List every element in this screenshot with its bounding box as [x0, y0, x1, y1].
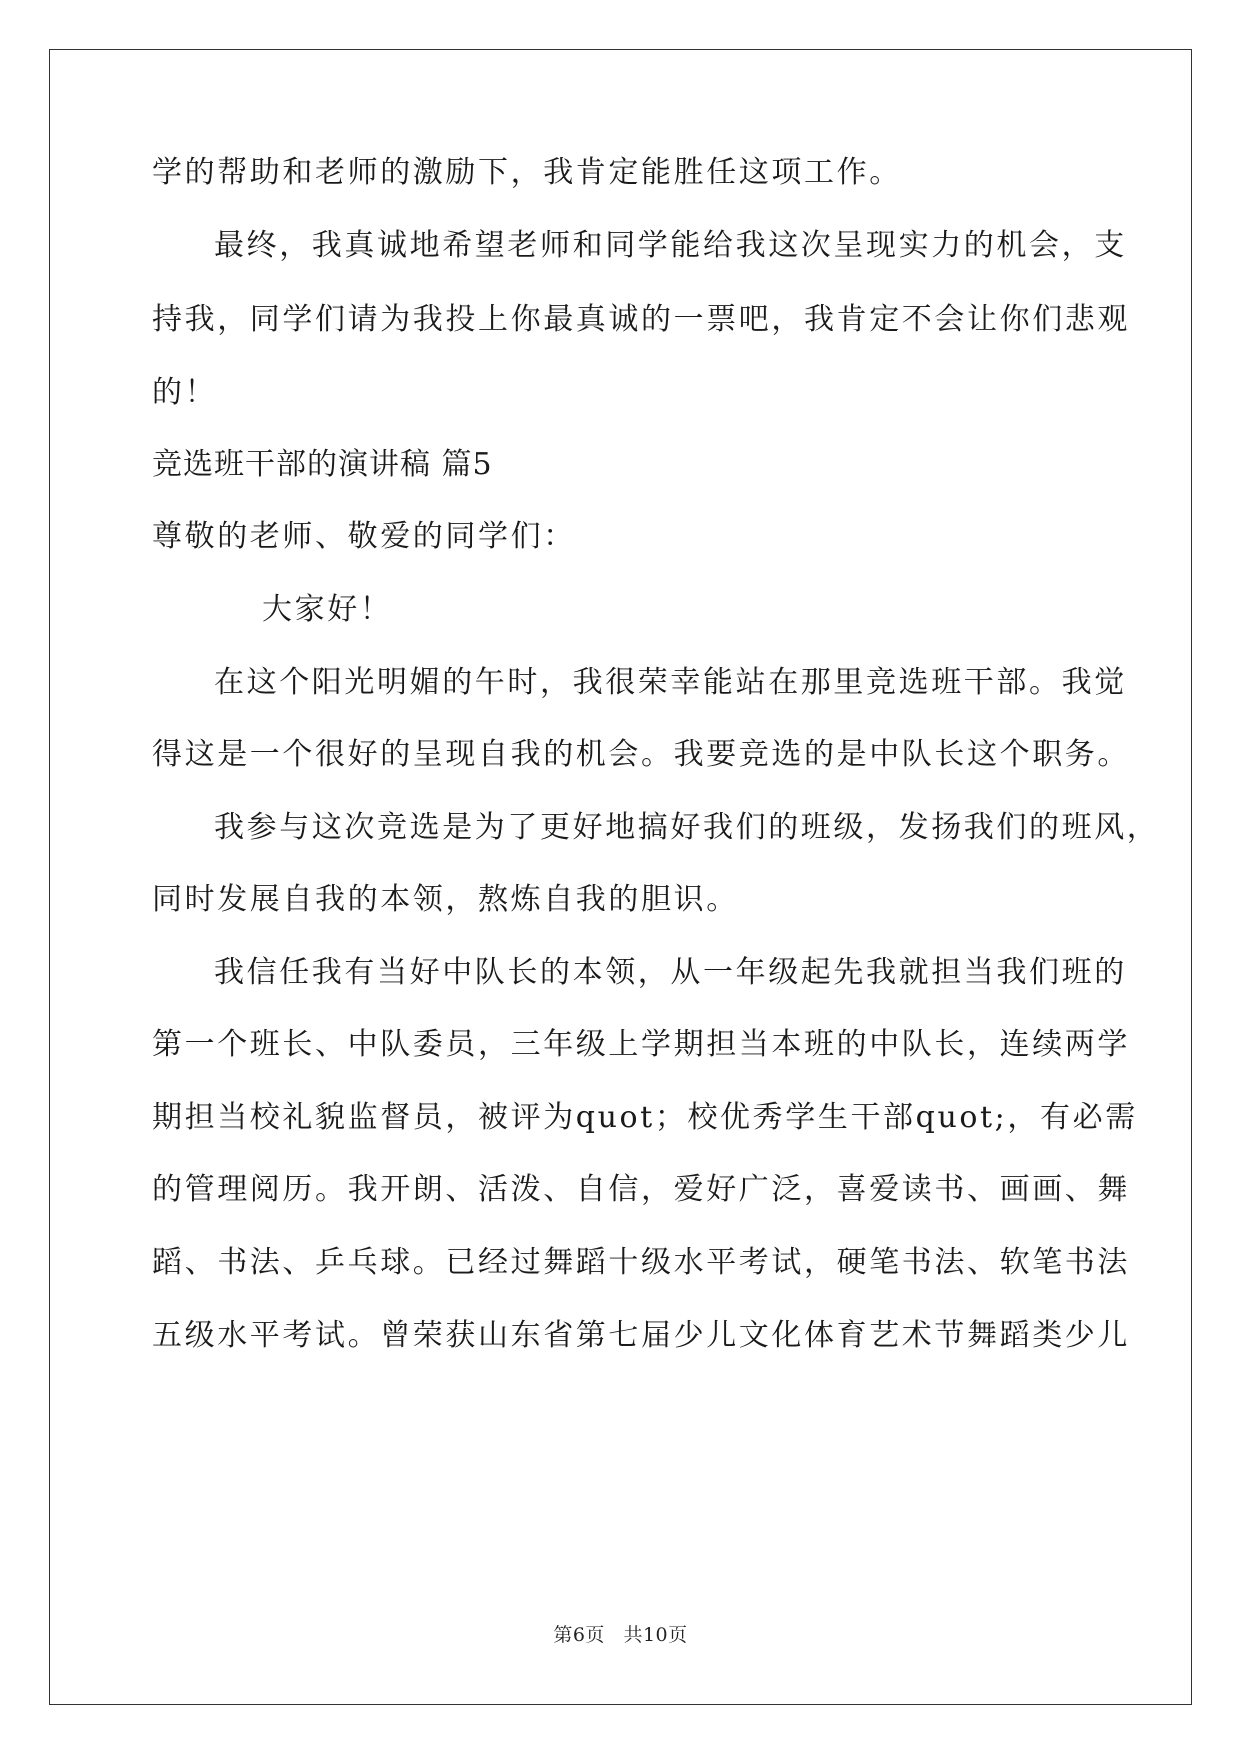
page-footer — [0, 1623, 1241, 1647]
page-border — [49, 49, 1192, 1705]
greeting: 大家好！ — [262, 592, 393, 627]
text-line: 第一个班长、中队委员，三年级上学期担当本班的中队长，连续两学 — [152, 1027, 1130, 1062]
text-line: 我信任我有当好中队长的本领，从一年级起先我就担当我们班的 — [214, 955, 1127, 990]
text-line: 学的帮助和老师的激励下，我肯定能胜任这项工作。 — [152, 155, 902, 190]
text-line: 得这是一个很好的呈现自我的机会。我要竞选的是中队长这个职务。 — [152, 737, 1130, 772]
text-line: 在这个阳光明媚的午时，我很荣幸能站在那里竞选班干部。我觉 — [214, 665, 1127, 700]
text-line: 期担当校礼貌监督员，被评为quot；校优秀学生干部quot;，有必需 — [152, 1100, 1138, 1135]
text-line: 五级水平考试。曾荣获山东省第七届少儿文化体育艺术节舞蹈类少儿 — [152, 1318, 1130, 1353]
section-heading: 竞选班干部的演讲稿 篇5 — [152, 447, 493, 482]
text-line: 我参与这次竞选是为了更好地搞好我们的班级，发扬我们的班风， — [214, 810, 1160, 845]
text-line: 的！ — [152, 375, 218, 410]
page-number: 第6页 — [553, 1624, 605, 1646]
salutation: 尊敬的老师、敬爱的同学们： — [152, 519, 576, 554]
text-line: 蹈、书法、乒乓球。已经过舞蹈十级水平考试，硬笔书法、软笔书法 — [152, 1245, 1130, 1280]
text-line: 持我，同学们请为我投上你最真诚的一票吧，我肯定不会让你们悲观 — [152, 302, 1130, 337]
text-line: 最终，我真诚地希望老师和同学能给我这次呈现实力的机会，支 — [214, 228, 1127, 263]
text-line: 的管理阅历。我开朗、活泼、自信，爱好广泛，喜爱读书、画画、舞 — [152, 1172, 1130, 1207]
page-total: 共10页 — [623, 1624, 688, 1646]
text-line: 同时发展自我的本领，熬炼自我的胆识。 — [152, 882, 739, 917]
